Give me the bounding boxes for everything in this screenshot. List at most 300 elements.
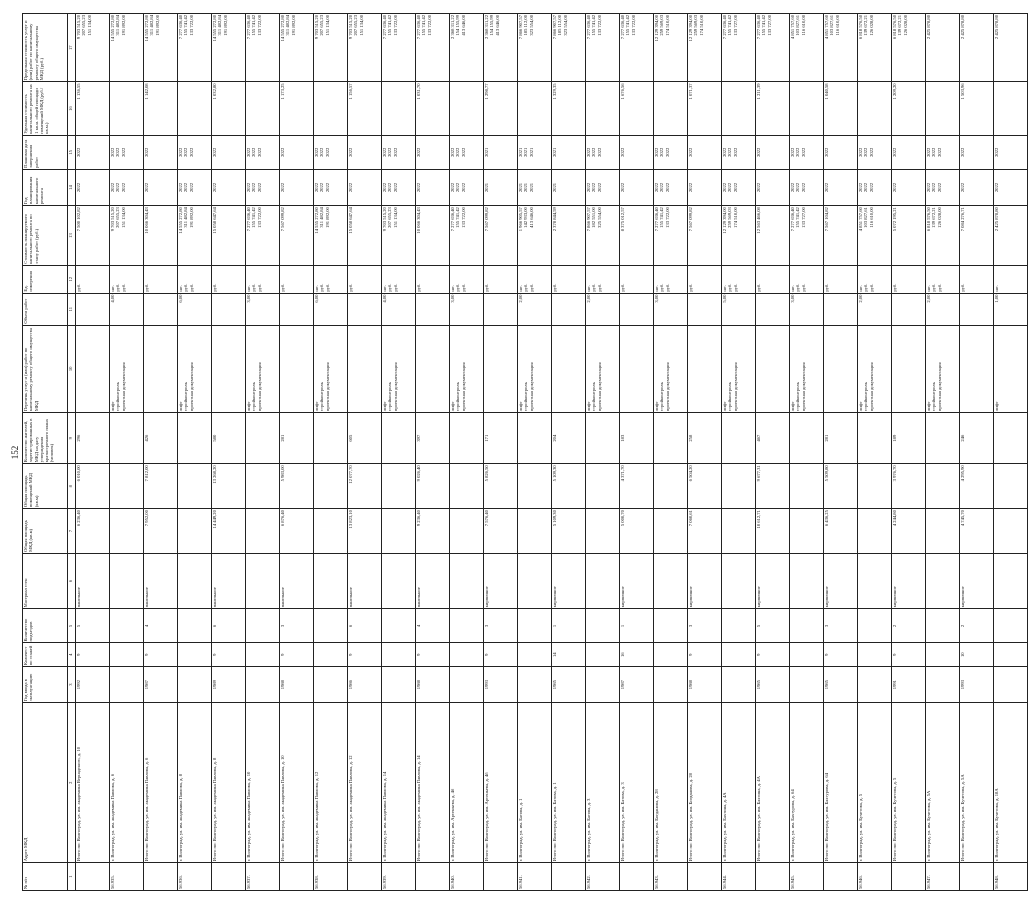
works-cell (314, 325, 348, 412)
limit-cost-cell-line: 133 727,00 (766, 15, 772, 36)
plan-year-cell-line: 2022 (800, 182, 806, 193)
plan-year-cell-line: 2022 (392, 182, 398, 193)
completion-date-cell (518, 135, 552, 169)
volume-cell: 2,00 (926, 293, 960, 325)
row-number (620, 863, 654, 891)
total-area-cell: 10 612,71 (756, 509, 790, 554)
year-cell (178, 666, 212, 702)
year-cell: 1988 (688, 666, 722, 702)
floors-cell (858, 643, 892, 666)
plan-year-cell-line: 2022 (319, 182, 325, 193)
volume-cell: 3,00 (654, 293, 688, 325)
cost-cell (212, 206, 246, 266)
completion-date-cell-line: 2022 (212, 147, 217, 157)
floors-cell: 9 (824, 643, 858, 666)
limit-cost-cell-line: 174 510,00 (664, 15, 670, 36)
wall-material-cell: кирпичное (552, 553, 586, 608)
entrances-cell (586, 609, 620, 643)
residents-cell: 397 (416, 413, 450, 464)
works-cell-line: лифт (926, 401, 931, 412)
limit-cost-cell-line: 185 112,00 (557, 15, 563, 36)
works-cell-line: проектная документация (732, 362, 738, 412)
table-row (688, 14, 722, 891)
completion-date-cell (586, 135, 620, 169)
plan-year-cell (348, 169, 382, 205)
unit-cell (484, 265, 518, 293)
unit-cell (144, 265, 178, 293)
plan-year-cell-line: 2021 (484, 182, 489, 193)
column-header: Стоимость планируемого капитального ремонта по этапу работ (руб.) (23, 206, 68, 266)
floors-cell: 9 (484, 643, 518, 666)
limit-cost-cell (280, 14, 314, 82)
unit-cell (960, 265, 994, 293)
volume-cell (960, 293, 994, 325)
plan-year-cell (722, 169, 756, 205)
total-area-cell: 6 236,40 (76, 509, 110, 554)
works-cell (552, 325, 586, 412)
cost-cell-line: 133 727,00 (800, 207, 806, 228)
completion-date-cell (382, 135, 416, 169)
limit-cost-cell (110, 14, 144, 82)
unit-cell-line: руб. (591, 283, 597, 292)
plan-year-cell (994, 169, 1028, 205)
works-cell (212, 325, 246, 412)
table-row (144, 14, 178, 891)
residents-cell (858, 413, 892, 464)
unit-cell-line: руб. (212, 283, 217, 292)
works-cell-line: лифт (586, 401, 591, 412)
works-cell (382, 325, 416, 412)
cost-cell-line: 7 567 099,82 (280, 207, 285, 232)
limit-cost-cell-line: 155 741,42 (183, 15, 189, 36)
unit-cell (178, 265, 212, 293)
cost-cell-line: 5 072 195,21 (892, 207, 897, 232)
repair-plan-table (22, 13, 1028, 891)
completion-date-cell-line: 2022 (183, 147, 189, 157)
cost-cell (756, 206, 790, 266)
row-number (892, 863, 926, 891)
unit-cell-line: руб. (552, 283, 557, 292)
total-area-cell: 4 244,80 (892, 509, 926, 554)
limit-cost-cell-line: 116 610,00 (834, 15, 840, 36)
works-cell-line: проектная документация (936, 362, 942, 412)
works-cell-line: лифт (654, 401, 659, 412)
works-cell (688, 325, 722, 412)
limit-cost-cell-line: 133 722,00 (426, 15, 432, 36)
works-cell (246, 325, 280, 412)
floors-cell (654, 643, 688, 666)
unit-cell (450, 265, 484, 293)
unit-cell (212, 265, 246, 293)
plan-year-cell-line: 2022 (994, 182, 999, 193)
residents-cell: 281 (824, 413, 858, 464)
unit-cell-line: руб. (460, 283, 466, 292)
works-cell-line: проектная документация (460, 362, 466, 412)
plan-year-cell-line: 2021 (528, 182, 534, 193)
premises-area-cell (722, 464, 756, 509)
unit-cell-line: руб. (528, 283, 534, 292)
table-row (824, 14, 858, 891)
wall-material-cell (518, 553, 552, 608)
unit-cell-line: руб. (387, 283, 393, 292)
entrances-cell (246, 609, 280, 643)
cost-cell-line: 116 610,00 (868, 207, 874, 228)
works-cell-line: лифт (722, 401, 727, 412)
row-number (756, 863, 790, 891)
works-cell-line: стройконтроль (727, 382, 733, 412)
plan-year-cell-line: 2022 (654, 182, 659, 193)
works-cell-line: стройконтроль (455, 382, 461, 412)
unit-cell-line: руб. (256, 283, 262, 292)
residents-cell: 605 (348, 413, 382, 464)
cost-cell-line: 4 851 757,60 (858, 207, 863, 232)
residents-cell: 246 (960, 413, 994, 464)
table-row (110, 14, 144, 891)
volume-cell: 3,00 (790, 293, 824, 325)
completion-date-cell (722, 135, 756, 169)
row-number (144, 863, 178, 891)
table-row (348, 14, 382, 891)
entrances-cell: 5 (756, 609, 790, 643)
residents-cell (450, 413, 484, 464)
row-number (484, 863, 518, 891)
works-cell (416, 325, 450, 412)
premises-area-cell (382, 464, 416, 509)
plan-year-cell (246, 169, 280, 205)
works-cell (280, 325, 314, 412)
row-number (416, 863, 450, 891)
limit-cost-cell-line: 9 703 515,20 (76, 15, 81, 40)
limit-cost-cell (314, 14, 348, 82)
column-number: 17 (68, 14, 76, 82)
works-cell-line: стройконтроль (863, 382, 869, 412)
year-cell (994, 666, 1028, 702)
premises-area-cell: 12 077,70 (348, 464, 382, 509)
address-cell: Итого по: Волгоград, ул. им. академика Павлова, д. 12 (348, 703, 382, 863)
column-header: Предельная стоимость услуг и (или) работ по капитальному ремонту общего имущества МКД (руб.) (23, 14, 68, 82)
column-number: 13 (68, 206, 76, 266)
completion-date-cell-line: 2022 (392, 147, 398, 157)
unit-cell (654, 265, 688, 293)
completion-date-cell (654, 135, 688, 169)
residents-cell: 426 (144, 413, 178, 464)
limit-cost-cell (484, 14, 518, 82)
plan-year-cell-line: 2022 (455, 182, 461, 193)
plan-year-cell-line: 2022 (756, 182, 761, 193)
cost-cell (518, 206, 552, 266)
page-number: 152 (10, 445, 20, 460)
floors-cell: 10 (960, 643, 994, 666)
table-row (552, 14, 586, 891)
limit-cost-cell (824, 14, 858, 82)
limit-cost-cell-line: 133 727,00 (732, 15, 738, 36)
column-number: 6 (68, 553, 76, 608)
cost-cell-line: 7 277 636,40 (246, 207, 251, 232)
limit-cost-cell (76, 14, 110, 82)
cost-cell (246, 206, 280, 266)
completion-date-cell-line: 2022 (654, 147, 659, 157)
row-number: 56.937. (246, 863, 280, 891)
unit-cell-line: руб. (319, 283, 325, 292)
completion-date-cell-line: 2022 (348, 147, 353, 157)
cost-cell-line: 7 567 099,82 (484, 207, 489, 232)
cost-cell-line: 6 818 576,50 (926, 207, 931, 232)
cost-cell-line: 174 510,00 (732, 207, 738, 228)
completion-date-cell-line: 2022 (144, 147, 149, 157)
table-row (926, 14, 960, 891)
volume-cell: 3,00 (246, 293, 280, 325)
column-number: 7 (68, 509, 76, 554)
limit-cost-cell-line: 103 827,61 (829, 15, 835, 36)
row-number (824, 863, 858, 891)
unit-cost-cell: 1 329,35 (552, 82, 586, 135)
plan-year-cell-line: 2022 (314, 182, 319, 193)
limit-cost-cell-line: 7 277 636,40 (620, 15, 625, 40)
limit-cost-cell-line: 155 741,42 (387, 15, 393, 36)
limit-cost-cell (586, 14, 620, 82)
address-cell: Итого по: Волгоград, ул. им. академика Павлова, д. 6 (144, 703, 178, 863)
limit-cost-cell-line: 14 555 272,80 (110, 15, 115, 42)
wall-material-cell (178, 553, 212, 608)
volume-cell (484, 293, 518, 325)
plan-year-cell-line: 2021 (518, 182, 523, 193)
column-header: Год ввода в эксплуатацию (23, 666, 68, 702)
unit-cost-cell (586, 82, 620, 135)
year-cell: 1987 (144, 666, 178, 702)
unit-cell (892, 265, 926, 293)
plan-year-cell-line: 2022 (183, 182, 189, 193)
plan-year-cell-line: 2022 (212, 182, 217, 193)
plan-year-cell (756, 169, 790, 205)
unit-cell-line: руб. (659, 283, 665, 292)
premises-area-cell: 4 295,90 (960, 464, 994, 509)
floors-cell: 9 (212, 643, 246, 666)
floors-cell (926, 643, 960, 666)
wall-material-cell (450, 553, 484, 608)
works-cell (518, 325, 552, 412)
unit-cell (518, 265, 552, 293)
table-row (280, 14, 314, 891)
works-cell-line: стройконтроль (251, 382, 257, 412)
limit-cost-cell (144, 14, 178, 82)
cost-cell-line: 126 028,00 (936, 207, 942, 228)
plan-year-cell-line: 2022 (251, 182, 257, 193)
total-area-cell: 14 449,20 (212, 509, 246, 554)
volume-cell: 2,00 (586, 293, 620, 325)
plan-year-cell-line: 2022 (960, 182, 965, 193)
residents-cell (110, 413, 144, 464)
cost-cell-line: 155 741,42 (455, 207, 461, 228)
limit-cost-cell-line: 7 277 636,40 (722, 15, 727, 40)
unit-cell-line: руб. (800, 283, 806, 292)
unit-cell (722, 265, 756, 293)
unit-cell-line: шт. (586, 285, 591, 292)
residents-cell (722, 413, 756, 464)
plan-year-cell (110, 169, 144, 205)
completion-date-cell-line: 2022 (188, 147, 194, 157)
completion-date-cell (688, 135, 722, 169)
plan-year-cell-line: 2022 (596, 182, 602, 193)
unit-cost-cell: 1 298,77 (484, 82, 518, 135)
total-area-cell: 6 876,40 (280, 509, 314, 554)
cost-cell-line: 191 892,00 (188, 207, 194, 228)
plan-year-cell-line: 2022 (732, 182, 738, 193)
cost-cell (416, 206, 450, 266)
volume-cell (620, 293, 654, 325)
column-header: Общая площадь помещений МКД (кв.м) (23, 464, 68, 509)
volume-cell (76, 293, 110, 325)
completion-date-cell-line: 2022 (178, 147, 183, 157)
year-cell: 1989 (212, 666, 246, 702)
table-row (76, 14, 110, 891)
cost-cell (144, 206, 178, 266)
premises-area-cell (654, 464, 688, 509)
entrances-cell: 6 (348, 609, 382, 643)
plan-year-cell-line: 2022 (144, 182, 149, 193)
column-header: Количество подъездов (23, 609, 68, 643)
volume-cell (348, 293, 382, 325)
limit-cost-cell-line: 259 569,03 (693, 15, 699, 36)
plan-year-cell-line: 2022 (324, 182, 330, 193)
completion-date-cell-line: 2022 (256, 147, 262, 157)
completion-date-cell (212, 135, 246, 169)
plan-year-cell (76, 169, 110, 205)
volume-cell: 4,00 (110, 293, 144, 325)
limit-cost-cell-line: 311 482,84 (217, 15, 223, 36)
year-cell (314, 666, 348, 702)
works-cell (586, 325, 620, 412)
residents-cell: 580 (212, 413, 246, 464)
works-cell (858, 325, 892, 412)
address-cell: г. Волгоград, ул. им. академика Павлова, д. 12 (314, 703, 348, 863)
entrances-cell (926, 609, 960, 643)
unit-cell-line: шт. (518, 285, 523, 292)
completion-date-cell (756, 135, 790, 169)
limit-cost-cell (212, 14, 246, 82)
works-cell (450, 325, 484, 412)
unit-cell-line: руб. (324, 283, 330, 292)
address-cell: г. Волгоград, ул. им. Батова, д. 3 (586, 703, 620, 863)
limit-cost-cell-line: 191 892,00 (120, 15, 126, 36)
completion-date-cell-line: 2022 (115, 147, 121, 157)
residents-cell: 467 (756, 413, 790, 464)
limit-cost-cell-line: 116 610,00 (800, 15, 806, 36)
unit-cell-line: руб. (931, 283, 937, 292)
wall-material-cell (858, 553, 892, 608)
unit-cost-cell (994, 82, 1028, 135)
column-number: 9 (68, 413, 76, 464)
total-area-cell (246, 509, 280, 554)
unit-cost-cell (246, 82, 280, 135)
residents-cell: 171 (484, 413, 518, 464)
plan-year-cell (654, 169, 688, 205)
premises-area-cell (314, 464, 348, 509)
completion-date-cell (926, 135, 960, 169)
plan-year-cell-line: 2022 (246, 182, 251, 193)
volume-cell (824, 293, 858, 325)
row-number: 56.943. (654, 863, 688, 891)
works-cell-line: проектная документация (392, 362, 398, 412)
works-cell (144, 325, 178, 412)
plan-year-cell (178, 169, 212, 205)
unit-cell-line: руб. (455, 283, 461, 292)
unit-cell-line: руб. (416, 283, 421, 292)
limit-cost-cell-line: 311 482,84 (149, 15, 155, 36)
plan-year-cell-line: 2021 (523, 182, 529, 193)
table-row (654, 14, 688, 891)
wall-material-cell: панельное (416, 553, 450, 608)
plan-year-cell-line: 2022 (722, 182, 727, 193)
works-cell (620, 325, 654, 412)
volume-cell (892, 293, 926, 325)
limit-cost-cell (926, 14, 960, 82)
unit-cost-cell (382, 82, 416, 135)
limit-cost-cell-line: 311 482,84 (285, 15, 291, 36)
row-number: 56.946. (858, 863, 892, 891)
works-cell (484, 325, 518, 412)
year-cell: 1988 (280, 666, 314, 702)
address-cell: г. Волгоград, ул. им. Бучетова, д. 5 (858, 703, 892, 863)
total-area-cell: 6 436,25 (824, 509, 858, 554)
entrances-cell (110, 609, 144, 643)
unit-cell-line: руб. (183, 283, 189, 292)
residents-cell (654, 413, 688, 464)
completion-date-cell-line: 2022 (868, 147, 874, 157)
cost-cell-line: 7 567 104,82 (824, 207, 829, 232)
completion-date-cell (178, 135, 212, 169)
unit-cell (76, 265, 110, 293)
limit-cost-cell-line: 191 892,00 (222, 15, 228, 36)
table-row (484, 14, 518, 891)
limit-cost-cell-line: 155 741,42 (251, 15, 257, 36)
wall-material-cell: кирпичное (484, 553, 518, 608)
completion-date-cell (416, 135, 450, 169)
row-number (280, 863, 314, 891)
completion-date-cell-line: 2022 (251, 147, 257, 157)
limit-cost-cell (892, 14, 926, 82)
total-area-cell (790, 509, 824, 554)
cost-cell (654, 206, 688, 266)
works-cell-line: проектная документация (324, 362, 330, 412)
unit-cell-line: шт. (110, 285, 115, 292)
unit-cell (348, 265, 382, 293)
works-cell-line: стройконтроль (523, 382, 529, 412)
residents-cell: 296 (76, 413, 110, 464)
cost-cell-line: 12 563 466,08 (756, 207, 761, 234)
works-cell-line: лифт (450, 401, 455, 412)
limit-cost-cell-line: 323 554,00 (562, 15, 568, 36)
limit-cost-cell (722, 14, 756, 82)
limit-cost-cell-line: 174 510,00 (698, 15, 704, 36)
works-cell-line: лифт (382, 401, 387, 412)
floors-cell (382, 643, 416, 666)
unit-cost-cell: 1 136,55 (76, 82, 110, 135)
row-number: 56.942. (586, 863, 620, 891)
limit-cost-cell-line: 259 569,03 (659, 15, 665, 36)
limit-cost-cell-line: 7 277 636,40 (246, 15, 251, 40)
premises-area-cell (994, 464, 1028, 509)
floors-cell: 9 (688, 643, 722, 666)
plan-year-cell-line: 2022 (280, 182, 285, 193)
completion-date-cell-line: 2022 (790, 147, 795, 157)
year-cell (926, 666, 960, 702)
premises-area-cell (178, 464, 212, 509)
premises-area-cell: 13 268,20 (212, 464, 246, 509)
limit-cost-cell-line: 7 277 636,40 (586, 15, 591, 40)
completion-date-cell-line: 2022 (620, 147, 625, 157)
limit-cost-cell (790, 14, 824, 82)
completion-date-cell (110, 135, 144, 169)
